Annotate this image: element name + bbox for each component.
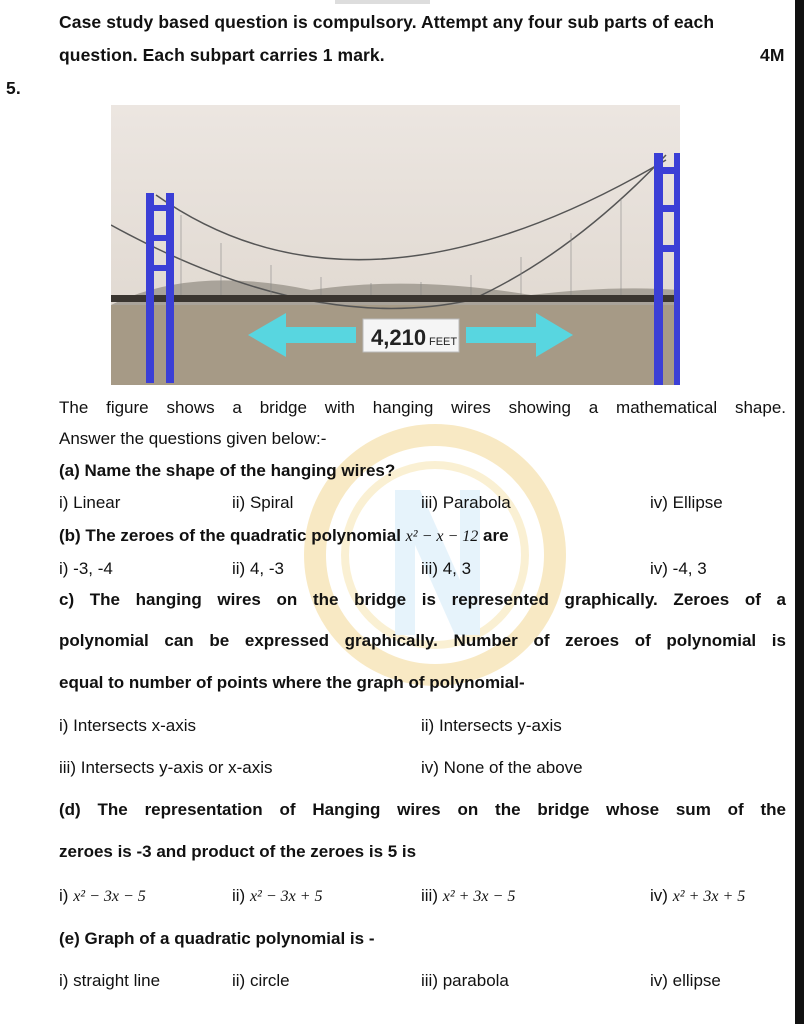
bridge-figure — [111, 105, 680, 385]
option-d-1 — [59, 886, 146, 906]
instruction-line-2: question. Each subpart carries 1 mark. — [59, 45, 385, 65]
option-expression: x² + 3x − 5 — [442, 888, 516, 905]
question-c-line-3: equal to number of points where the graph of polynomial- — [59, 673, 525, 692]
option-d-3 — [421, 886, 515, 906]
question-number: 5. — [6, 78, 21, 98]
option-d-4 — [650, 886, 745, 906]
question-c-line-1: c) The hanging wires on the bridge is represented graphically. Zeroes of a — [59, 590, 786, 609]
option-b-1: i) -3, -4 — [59, 559, 113, 578]
option-a-2: ii) Spiral — [232, 493, 294, 512]
option-c-4: iv) None of the above — [421, 758, 583, 777]
page-edge — [335, 0, 430, 4]
question-e: (e) Graph of a quadratic polynomial is - — [59, 929, 375, 948]
option-a-1: i) Linear — [59, 493, 121, 512]
question-b-expression: x² − x − 12 — [405, 528, 479, 545]
option-b-4: iv) -4, 3 — [650, 559, 707, 578]
option-number: iii) — [421, 886, 438, 905]
option-expression: x² − 3x − 5 — [73, 888, 146, 905]
question-b-text: (b) The zeroes of the quadratic polynomial — [59, 526, 401, 545]
option-e-3: iii) parabola — [421, 971, 509, 990]
option-e-4: iv) ellipse — [650, 971, 721, 990]
intro-line-1: The figure shows a bridge with hanging wires showing a mathematical shape. — [59, 398, 786, 417]
page-border — [795, 0, 804, 1024]
option-c-3: iii) Intersects y-axis or x-axis — [59, 758, 273, 777]
option-a-3: iii) Parabola — [421, 493, 511, 512]
option-number: i) — [59, 886, 69, 905]
option-number: iv) — [650, 886, 668, 905]
marks-label: 4M — [760, 45, 785, 65]
option-a-4: iv) Ellipse — [650, 493, 723, 512]
instruction-line-1: Case study based question is compulsory. Attempt any four sub parts of each — [59, 12, 715, 32]
question-d-line-2: zeroes is -3 and product of the zeroes is 5 is — [59, 842, 417, 861]
option-c-1: i) Intersects x-axis — [59, 716, 196, 735]
question-c-line-2: polynomial can be expressed graphically. Number of zeroes of polynomial is — [59, 631, 786, 650]
option-number: ii) — [232, 886, 246, 905]
question-b — [59, 526, 509, 546]
option-b-3: iii) 4, 3 — [421, 559, 472, 578]
option-e-1: i) straight line — [59, 971, 161, 990]
span-length-label: 4,210 — [371, 325, 427, 350]
span-unit-label: FEET — [429, 336, 458, 348]
question-d-line-1: (d) The representation of Hanging wires on the bridge whose sum of the — [59, 800, 786, 819]
option-c-2: ii) Intersects y-axis — [421, 716, 562, 735]
option-expression: x² + 3x + 5 — [672, 888, 746, 905]
question-b-suffix: are — [483, 526, 509, 545]
option-expression: x² − 3x + 5 — [249, 888, 323, 905]
intro-line-2: Answer the questions given below:- — [59, 429, 327, 448]
option-b-2: ii) 4, -3 — [232, 559, 284, 578]
option-e-2: ii) circle — [232, 971, 290, 990]
question-a: (a) Name the shape of the hanging wires? — [59, 461, 396, 480]
option-d-2 — [232, 886, 323, 906]
